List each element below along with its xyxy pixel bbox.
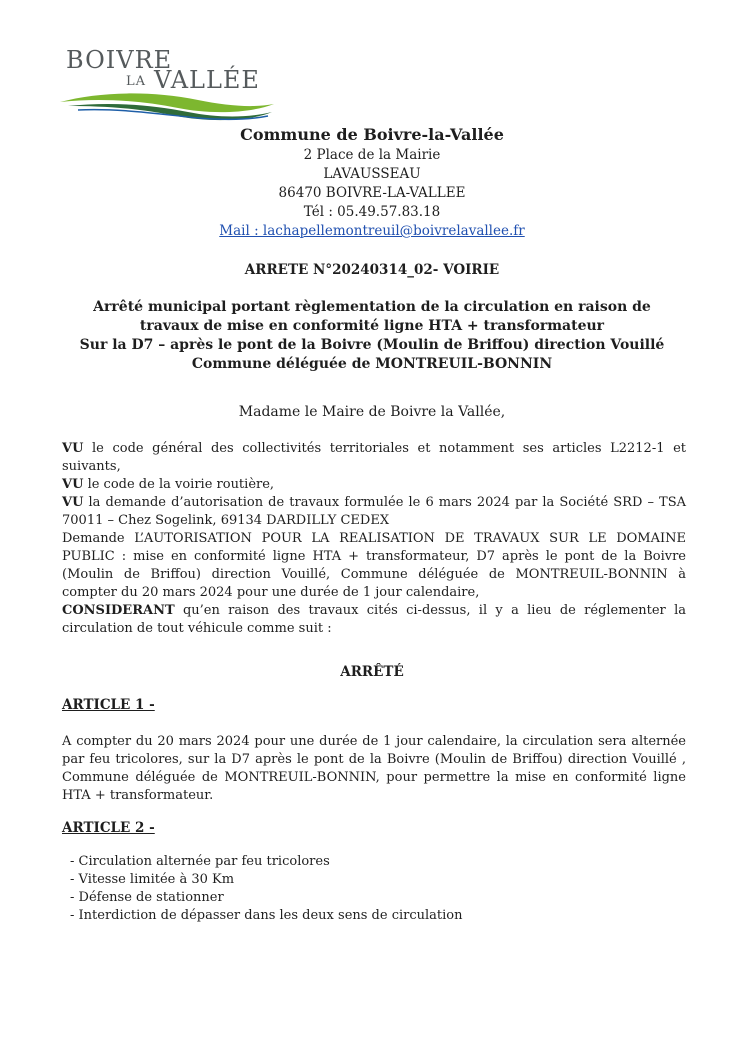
consideration-text: Demande L’AUTORISATION POUR LA REALISATION DE TRAVAUX SUR LE DOMAINE PUBLIC : mise en conformité ligne HTA + transformateur, D7 après le pont de la Boivre (Moulin de Briffou) direction Vouillé, Commune déléguée de MONTREUIL-BONNIN à compter du 20 mars 2024 pour une durée de 1 jour calendaire, [62, 531, 686, 600]
consideration-text: le code de la voirie routière, [83, 477, 275, 492]
considerations-block [62, 440, 686, 638]
logo-text-la: LA [126, 74, 147, 89]
commune-header [0, 124, 744, 241]
title-line: Sur la D7 – après le pont de la Boivre (Moulin de Briffou) direction Vouillé [79, 337, 665, 353]
measure-item: - Circulation alternée par feu tricolores [70, 853, 463, 871]
consideration-lead: VU [62, 477, 84, 492]
salutation: Madame le Maire de Boivre la Vallée, [238, 404, 506, 420]
measure-item: - Vitesse limitée à 30 Km [70, 871, 463, 889]
measure-item: - Interdiction de dépasser dans les deux sens de circulation [70, 907, 463, 925]
consideration-paragraph [62, 440, 686, 476]
consideration-lead: VU [62, 441, 84, 456]
address-line: LAVAUSSEAU [323, 166, 421, 182]
consideration-paragraph [62, 494, 686, 530]
consideration-paragraph [62, 476, 686, 494]
title-line: Commune déléguée de MONTREUIL-BONNIN [191, 356, 553, 372]
arrete-heading: ARRÊTÉ [340, 664, 404, 680]
boivre-la-vallee-logo [58, 46, 278, 126]
title-line: Arrêté municipal portant règlementation de la circulation en raison de [93, 299, 651, 315]
consideration-text: qu’en raison des travaux cités ci-dessus, il y a lieu de réglementer la circulation de tout véhicule comme suit : [62, 603, 686, 636]
logo-text-boivre: BOIVRE [66, 46, 173, 74]
article-1-title: ARTICLE 1 - [62, 697, 155, 713]
consideration-lead: CONSIDERANT [62, 603, 175, 618]
commune-name: Commune de Boivre-la-Vallée [240, 125, 504, 144]
address-line: 2 Place de la Mairie [303, 147, 441, 163]
phone-line: Tél : 05.49.57.83.18 [303, 204, 441, 220]
article-2-measures [70, 853, 463, 925]
arrete-title [40, 298, 704, 374]
article-1-text: A compter du 20 mars 2024 pour une durée de 1 jour calendaire, la circulation sera alternée par feu tricolores, sur la D7 après le pont de la Boivre (Moulin de Briffou) direction Vouillé , Commune déléguée de MONTREUIL-BONNIN, pour permettre la mise en conformité ligne HTA + transformateur. [62, 734, 686, 803]
consideration-text: la demande d’autorisation de travaux formulée le 6 mars 2024 par la Société SRD – TSA 70011 – Chez Sogelink, 69134 DARDILLY CEDEX [62, 495, 686, 528]
logo-waves-icon [58, 84, 278, 124]
measure-item: - Défense de stationner [70, 889, 463, 907]
consideration-text: le code général des collectivités territoriales et notamment ses articles L2212-1 et suivants, [62, 441, 686, 474]
address-line: 86470 BOIVRE-LA-VALLEE [278, 185, 466, 201]
consideration-paragraph [62, 602, 686, 638]
article-2-title: ARTICLE 2 - [62, 820, 155, 836]
title-line: travaux de mise en conformité ligne HTA + transformateur [139, 318, 605, 334]
mail-link[interactable]: Mail : lachapellemontreuil@boivrelavallee.fr [219, 223, 525, 239]
logo-text-vallee: VALLÉE [154, 66, 260, 94]
consideration-paragraph [62, 530, 686, 602]
arrete-number: ARRETE N°20240314_02- VOIRIE [244, 262, 500, 278]
consideration-lead: VU [62, 495, 84, 510]
